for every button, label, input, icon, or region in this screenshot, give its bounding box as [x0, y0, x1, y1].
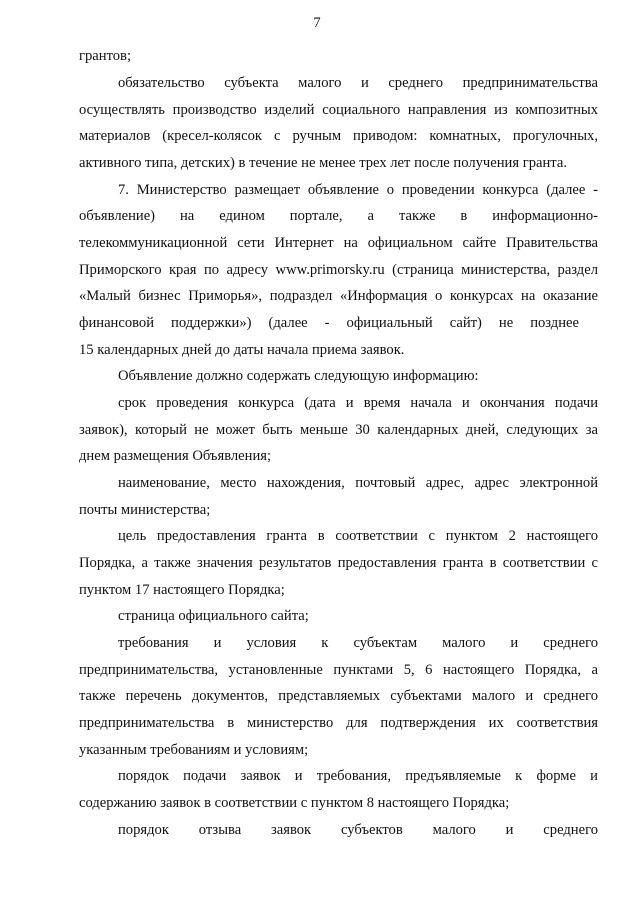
text-line: активного типа, детских) в течение не менее трех лет после получения гранта.	[79, 155, 567, 171]
text-line: порядок подачи заявок и требования, предъявляемые к форме и	[118, 768, 598, 784]
text-line: почты министерства;	[79, 502, 211, 518]
page-number: 7	[313, 15, 321, 31]
text-line: содержанию заявок в соответствии с пунктом 8 настоящего Порядка;	[79, 795, 510, 811]
text-line: объявление) на едином портале, а также в информационно-	[79, 208, 598, 224]
text-line: указанным требованиям и условиям;	[79, 742, 309, 758]
text-line: обязательство субъекта малого и среднего предпринимательства	[118, 75, 598, 91]
text-line: финансовой поддержки») (далее - официальный сайт) не позднее	[79, 315, 579, 331]
text-line: цель предоставления гранта в соответствии с пунктом 2 настоящего	[118, 528, 598, 544]
text-line: срок проведения конкурса (дата и время начала и окончания подачи	[118, 395, 598, 411]
text-line: Порядка, а также значения результатов предоставления гранта в соответствии с	[79, 555, 598, 571]
text-line: пунктом 17 настоящего Порядка;	[79, 582, 285, 598]
text-line: грантов;	[79, 48, 131, 64]
text-line: наименование, место нахождения, почтовый адрес, адрес электронной	[118, 475, 598, 491]
text-line: днем размещения Объявления;	[79, 448, 272, 464]
text-line: предпринимательства, установленные пунктами 5, 6 настоящего Порядка, а	[79, 662, 598, 678]
text-line: 7. Министерство размещает объявление о проведении конкурса (далее -	[118, 182, 598, 198]
text-line: Объявление должно содержать следующую информацию:	[118, 368, 479, 384]
text-line: требования и условия к субъектам малого и среднего	[118, 635, 598, 651]
text-line: порядок отзыва заявок субъектов малого и среднего	[118, 822, 598, 838]
text-line: Приморского края по адресу www.primorsky.ru (страница министерства, раздел	[79, 262, 598, 278]
text-line: осуществлять производство изделий социального направления из композитных	[79, 102, 598, 118]
text-line: телекоммуникационной сети Интернет на официальном сайте Правительства	[79, 235, 598, 251]
text-line: материалов (кресел-колясок с ручным приводом: комнатных, прогулочных,	[79, 128, 598, 144]
text-line: предпринимательства в министерство для подтверждения их соответствия	[79, 715, 598, 731]
text-line: «Малый бизнес Приморья», подраздел «Информация о конкурсах на оказание	[79, 288, 598, 304]
text-line: также перечень документов, представляемых субъектами малого и среднего	[79, 688, 598, 704]
text-line: 15 календарных дней до даты начала приема заявок.	[79, 342, 405, 358]
text-line: страница официального сайта;	[118, 608, 309, 624]
text-line: заявок), который не может быть меньше 30 календарных дней, следующих за	[79, 422, 598, 438]
